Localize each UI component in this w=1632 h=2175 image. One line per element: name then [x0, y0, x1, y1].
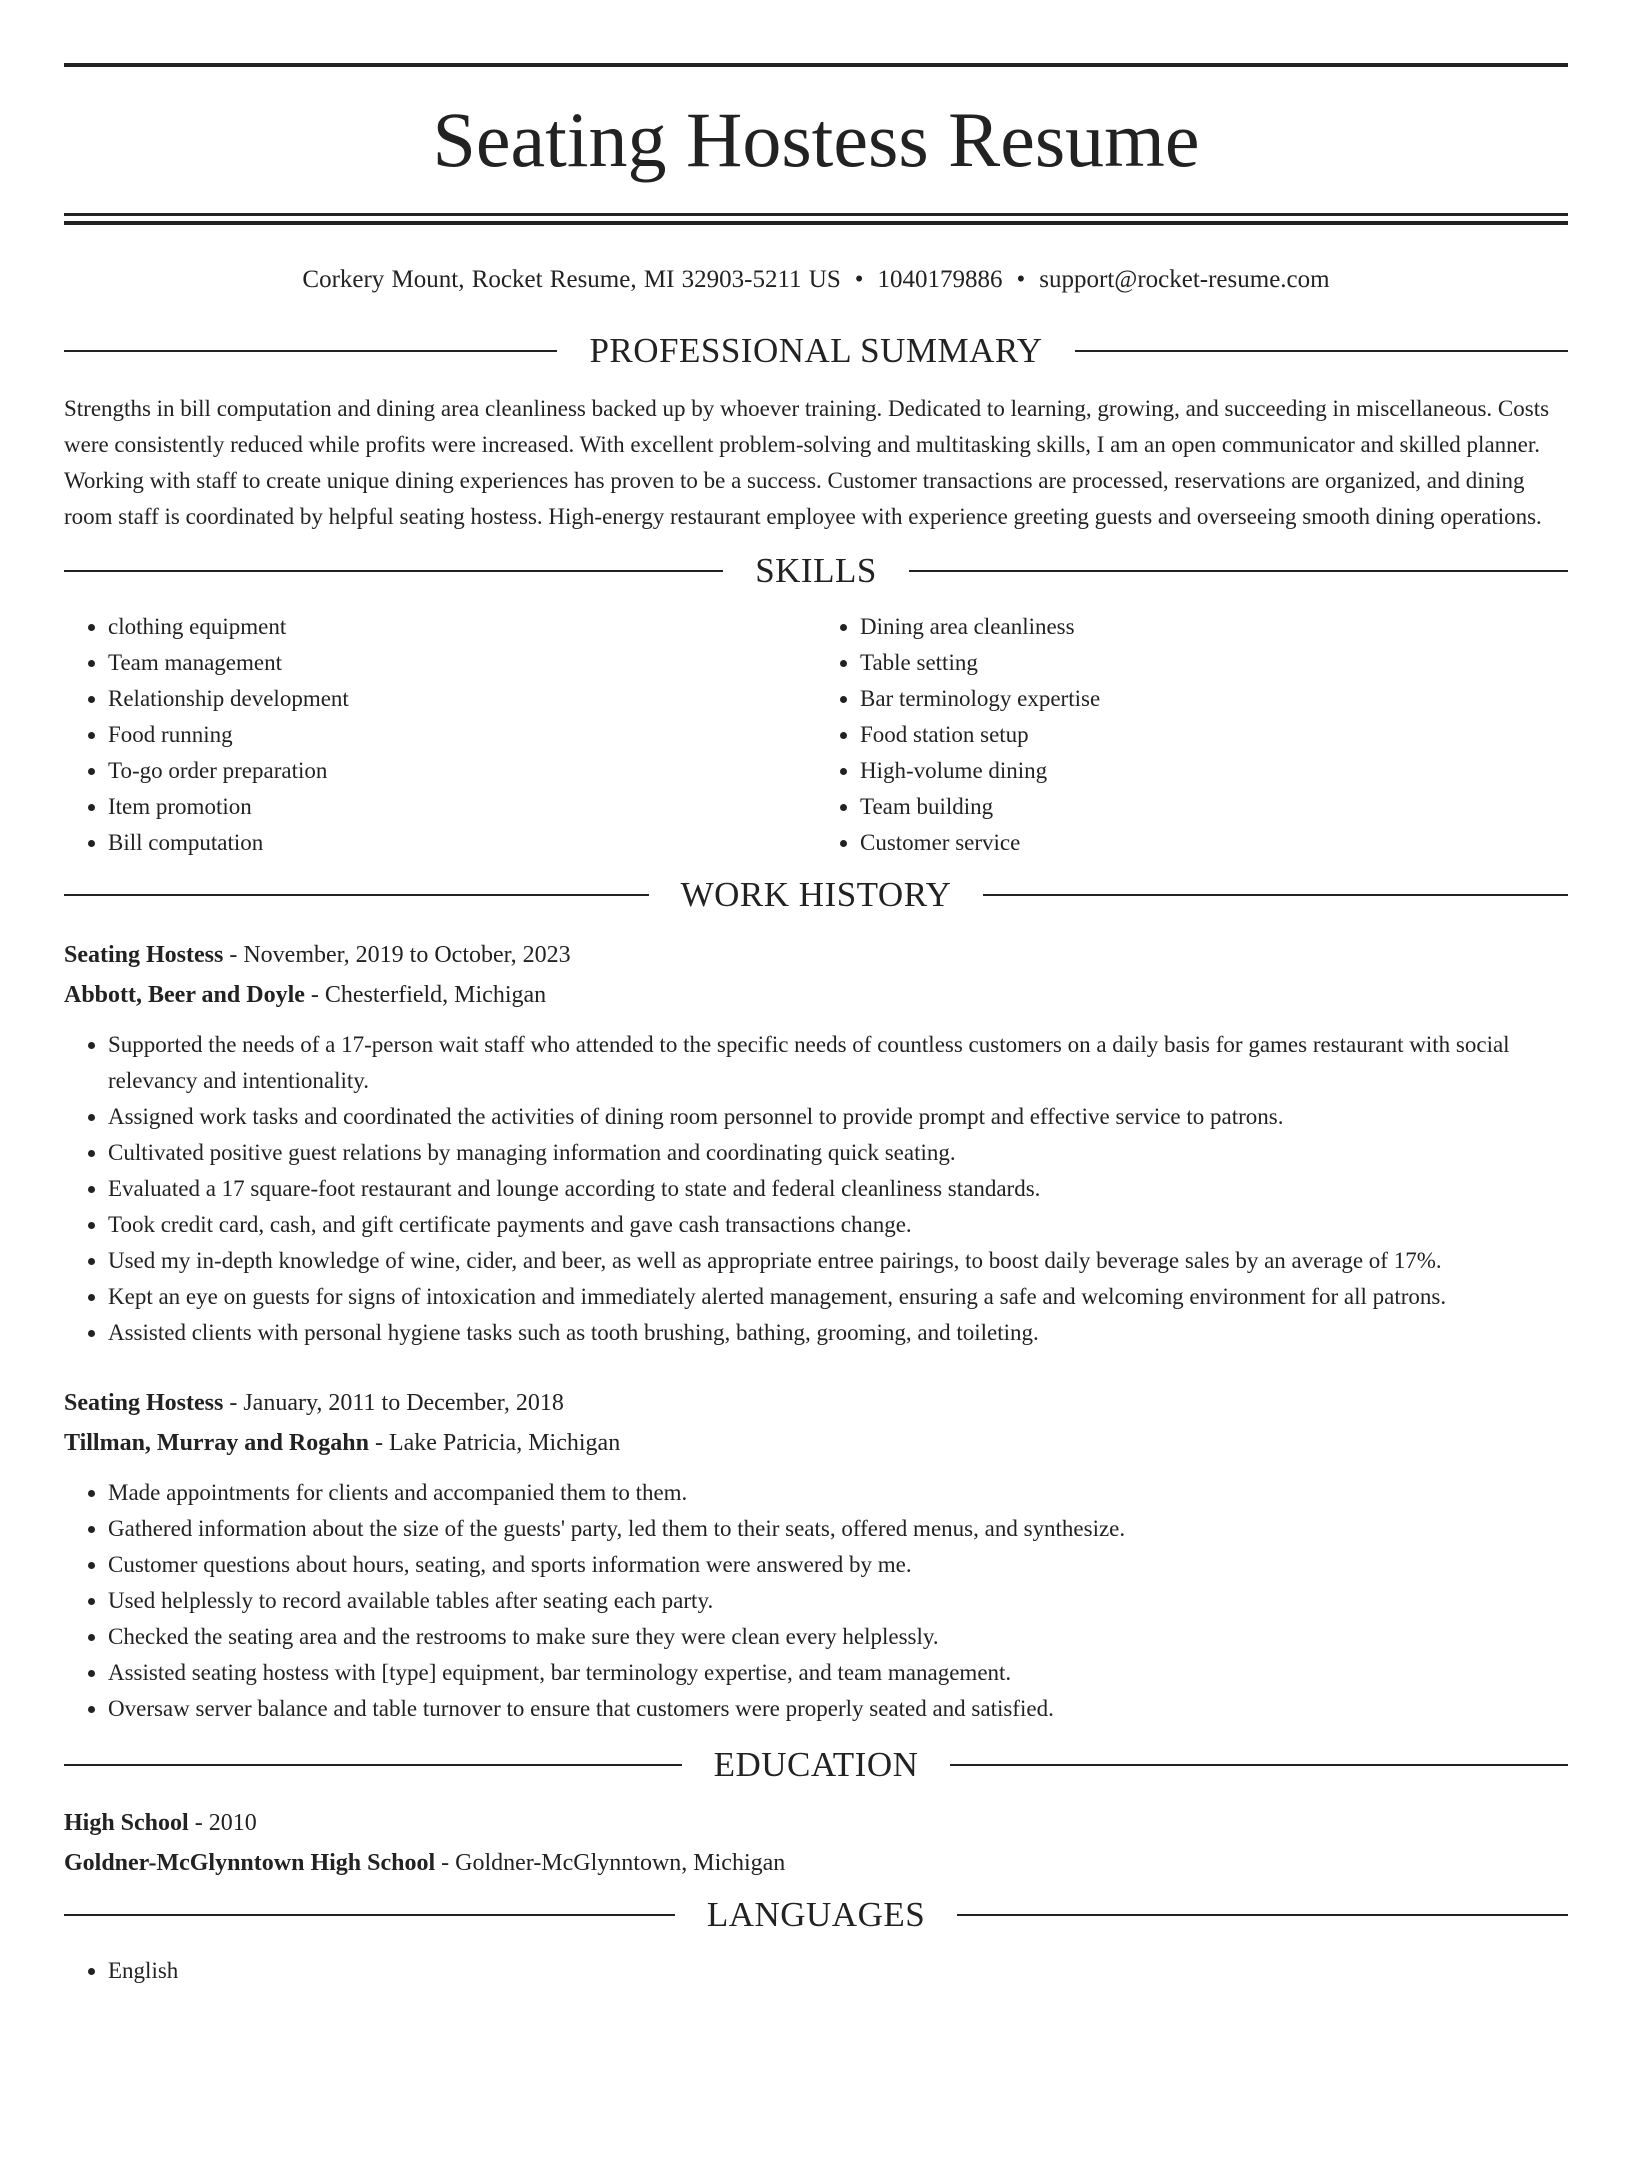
skill-item: • Item promotion [108, 789, 816, 825]
job-bullet: • Assisted clients with personal hygiene tasks such as tooth brushing, bathing, grooming, and toileting. [108, 1315, 1568, 1351]
job-bullet: • Assigned work tasks and coordinated the activities of dining room personnel to provide prompt and effective service to patrons. [108, 1099, 1568, 1135]
job-title: Seating Hostess [64, 942, 224, 968]
skill-item: • Team management [108, 645, 816, 681]
job-entry [64, 935, 1568, 1351]
job-bullet: • Evaluated a 17 square-foot restaurant and lounge according to state and federal cleanliness standards. [108, 1171, 1568, 1207]
job-bullet: • Checked the seating area and the restrooms to make sure they were clean every helplessly. [108, 1619, 1568, 1655]
job-entry [64, 1383, 1568, 1727]
education-school: Goldner-McGlynntown High School [64, 1850, 436, 1876]
job-bullet: • Took credit card, cash, and gift certificate payments and gave cash transactions change. [108, 1207, 1568, 1243]
contact-separator: • [854, 266, 864, 293]
summary-text: Strengths in bill computation and dining area cleanliness backed up by whoever training. Dedicated to learning, growing, and succeeding in miscellaneous. Costs were consistently reduced while profits were increased. With excellent problem-solving and multitasking skills, I am an open communicator and skilled planner. Working with staff to create unique dining experiences has proven to be a success. Customer transactions are processed, reservations are organized, and dining room staff is coordinated by helpful seating hostess. High-energy restaurant employee with experience greeting guests and overseeing smooth dining operations. [64, 396, 1550, 529]
contact-line [64, 265, 1568, 295]
skills-heading-title: SKILLS [755, 551, 877, 590]
job-company-line [64, 1423, 1568, 1463]
languages-list [64, 1953, 1568, 1989]
job-dates: - January, 2011 to December, 2018 [223, 1390, 564, 1416]
job-company: Tillman, Murray and Rogahn [64, 1430, 369, 1456]
heading-rule [64, 894, 649, 896]
contact-phone: 1040179886 [877, 266, 1003, 293]
double-rule [64, 213, 1568, 225]
job-company: Abbott, Beer and Doyle [64, 982, 305, 1008]
education-degree: High School [64, 1810, 189, 1836]
job-bullet: • Used my in-depth knowledge of wine, cider, and beer, as well as appropriate entree pairings, to boost daily beverage sales by an average of 17%. [108, 1243, 1568, 1279]
heading-rule [64, 1914, 675, 1916]
resume-title: Seating Hostess Resume [432, 96, 1200, 183]
job-bullet: • Cultivated positive guest relations by managing information and coordinating quick seating. [108, 1135, 1568, 1171]
education-year: - 2010 [188, 1810, 257, 1836]
contact-email[interactable]: support@rocket-resume.com [1039, 266, 1330, 293]
heading-rule [983, 894, 1568, 896]
job-bullets [64, 1475, 1568, 1727]
job-bullet: • Supported the needs of a 17-person wait staff who attended to the specific needs of countless customers on a daily basis for games restaurant with social relevancy and intentionality. [108, 1027, 1568, 1099]
summary-heading [64, 331, 1568, 371]
skill-item: • To-go order preparation [108, 753, 816, 789]
heading-rule [1075, 350, 1568, 352]
language-item: • English [108, 1953, 1568, 1989]
education-school-line [64, 1843, 1568, 1883]
education-degree-line [64, 1803, 1568, 1843]
heading-rule [64, 570, 723, 572]
contact-separator: • [1016, 266, 1026, 293]
education-location: - Goldner-McGlynntown, Michigan [435, 1850, 786, 1876]
job-bullet: • Kept an eye on guests for signs of intoxication and immediately alerted management, ensuring a safe and welcoming environment for all patrons. [108, 1279, 1568, 1315]
job-bullet: • Used helplessly to record available tables after seating each party. [108, 1583, 1568, 1619]
job-bullet: • Gathered information about the size of the guests' party, led them to their seats, offered menus, and synthesize. [108, 1511, 1568, 1547]
work-heading [64, 875, 1568, 915]
skills-grid [64, 609, 1568, 861]
skill-item: • Dining area cleanliness [860, 609, 1568, 645]
education-heading [64, 1745, 1568, 1785]
education-heading-title: EDUCATION [713, 1745, 919, 1784]
skill-item: • clothing equipment [108, 609, 816, 645]
skill-item: • Bar terminology expertise [860, 681, 1568, 717]
education-entry [64, 1803, 1568, 1883]
job-bullet: • Made appointments for clients and accompanied them to them. [108, 1475, 1568, 1511]
contact-address: Corkery Mount, Rocket Resume, MI 32903-5211 US [302, 266, 841, 293]
skill-item: • Team building [860, 789, 1568, 825]
job-company-line [64, 975, 1568, 1015]
job-location: - Chesterfield, Michigan [304, 982, 547, 1008]
heading-rule [950, 1764, 1568, 1766]
job-location: - Lake Patricia, Michigan [368, 1430, 621, 1456]
heading-rule [64, 1764, 682, 1766]
skill-item: • Relationship development [108, 681, 816, 717]
work-heading-title: WORK HISTORY [680, 875, 952, 914]
skill-item: • Customer service [860, 825, 1568, 861]
job-bullet: • Oversaw server balance and table turnover to ensure that customers were properly seated and satisfied. [108, 1691, 1568, 1727]
job-bullets [64, 1027, 1568, 1351]
summary-heading-title: PROFESSIONAL SUMMARY [589, 331, 1043, 370]
heading-rule [957, 1914, 1568, 1916]
job-bullet: • Customer questions about hours, seating, and sports information were answered by me. [108, 1547, 1568, 1583]
skill-item: • Food station setup [860, 717, 1568, 753]
skills-heading [64, 551, 1568, 591]
languages-heading-title: LANGUAGES [706, 1895, 926, 1934]
job-dates: - November, 2019 to October, 2023 [223, 942, 571, 968]
skill-item: • Food running [108, 717, 816, 753]
heading-rule [909, 570, 1568, 572]
skill-item: • Table setting [860, 645, 1568, 681]
resume-page [0, 63, 1632, 2175]
job-title: Seating Hostess [64, 1390, 224, 1416]
heading-rule [64, 350, 557, 352]
skills-list-left [64, 609, 816, 861]
skills-list-right [816, 609, 1568, 861]
skill-item: • Bill computation [108, 825, 816, 861]
job-title-line [64, 935, 1568, 975]
languages-heading [64, 1895, 1568, 1935]
job-title-line [64, 1383, 1568, 1423]
job-bullet: • Assisted seating hostess with [type] equipment, bar terminology expertise, and team management. [108, 1655, 1568, 1691]
skill-item: • High-volume dining [860, 753, 1568, 789]
